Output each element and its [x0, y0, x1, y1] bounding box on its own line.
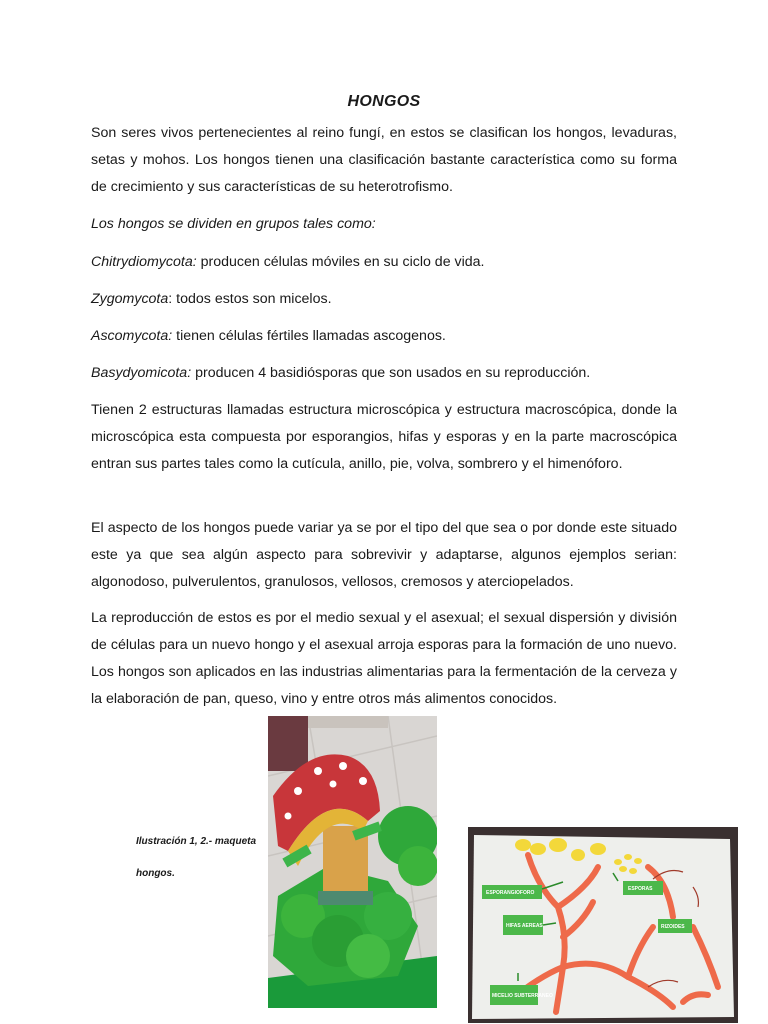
photo-label: HIFAS AEREAS [506, 923, 543, 929]
group-item [91, 360, 677, 387]
mycelium-model-photo [468, 827, 738, 1023]
reproduction-paragraph: La reproducción de estos es por el medio sexual y el asexual; el sexual dispersión y división de células para un nuevo hongo y el asexual arroja esporas para la formación de uno nuevo. Los hongos son aplicados en las industrias alimentarias para la fermentación de la cerveza y la elaboración de pan, queso, vino y entre otros más alimentos conocidos. [91, 610, 677, 707]
group-desc: : todos estos son micelos. [168, 291, 332, 307]
group-name: Zygomycota [91, 291, 169, 307]
group-name: Ascomycota: [91, 328, 173, 344]
figure-caption [136, 826, 276, 890]
group-desc: producen células móviles en su ciclo de vida. [196, 254, 485, 270]
photo-label: RIZOIDES [661, 924, 685, 930]
group-desc: tienen células fértiles llamadas ascogenos. [172, 328, 446, 344]
groups-heading: Los hongos se dividen en grupos tales como: [91, 216, 376, 232]
structures-paragraph: Tienen 2 estructuras llamadas estructura microscópica y estructura macroscópica, donde la microscópica esta compuesta por esporangios, hifas y esporas y en la parte macroscópica entran sus partes tales como la cutícula, anillo, pie, volva, sombrero y el himenóforo. [91, 402, 677, 472]
group-item [91, 286, 677, 313]
photo-label: ESPORANGIOFORO [486, 890, 535, 896]
group-item [91, 323, 677, 350]
group-name: Basydyomicota: [91, 365, 192, 381]
group-item [91, 249, 677, 276]
group-desc: producen 4 basidiósporas que son usados en su reproducción. [191, 365, 591, 381]
caption-line: hongos. [136, 868, 175, 879]
photo-label: ESPORAS [628, 886, 653, 892]
photo-label: MICELIO SUBTERRANEO [492, 993, 553, 999]
caption-line: Ilustración 1, 2.- maqueta [136, 836, 257, 847]
intro-paragraph: Son seres vivos pertenecientes al reino fungí, en estos se clasifican los hongos, levaduras, setas y mohos. Los hongos tienen una clasificación bastante característica como su forma de crecimiento y sus características de su heterotrofismo. [91, 125, 677, 195]
mushroom-model-photo [268, 716, 437, 1008]
group-name: Chitrydiomycota: [91, 254, 197, 270]
aspect-paragraph: El aspecto de los hongos puede variar ya se por el tipo del que sea o por donde este situado este ya que sea algún aspecto para sobrevivir y adaptarse, algunos ejemplos serian: algonodoso, pulverulentos, granulosos, vellosos, cremosos y aterciopelados. [91, 520, 677, 590]
page-title: HONGOS [347, 93, 421, 110]
